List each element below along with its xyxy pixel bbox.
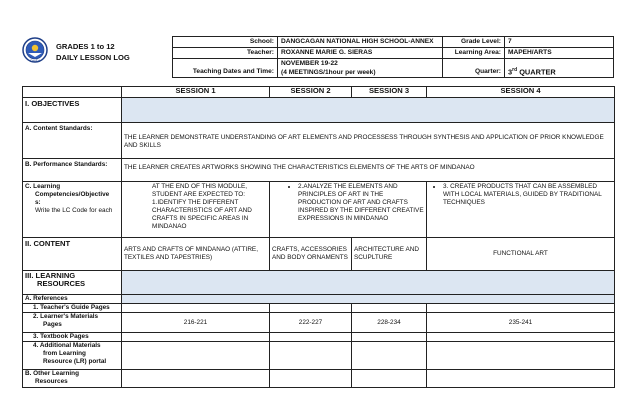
teacher-label: Teacher: (173, 48, 278, 59)
learning-area-value: MAPEH/ARTS (505, 48, 614, 59)
other-resources-label (23, 370, 122, 388)
or-session-2 (270, 370, 352, 388)
content-session-3: ARCHITECTURE AND SCUPLTURE (352, 238, 427, 271)
teaching-dates-value (278, 59, 443, 78)
session-2-header: SESSION 2 (270, 87, 352, 98)
lm-pages-session-1: 216-221 (122, 313, 270, 333)
competencies-line-4: Write the LC Code for each (35, 207, 113, 214)
school-value: DANGCAGAN NATIONAL HIGH SCHOOL-ANNEX (278, 37, 443, 48)
competencies-label (23, 182, 122, 238)
quarter-value (505, 59, 614, 78)
lm-pages-session-3: 228-234 (352, 313, 427, 333)
tg-session-4 (427, 304, 615, 313)
grade-level-value: 7 (505, 37, 614, 48)
competency-session-2 (270, 182, 427, 238)
other-line-1: B. Other Learning (25, 370, 79, 377)
lesson-log-title (56, 41, 130, 63)
lm-pages-session-2: 222-227 (270, 313, 352, 333)
am-session-2 (270, 342, 352, 370)
am-session-3 (352, 342, 427, 370)
deped-seal-icon (22, 37, 48, 63)
resources-heading-line-1: III. LEARNING (25, 271, 76, 280)
tb-session-3 (352, 333, 427, 342)
content-standards-label: A. Content Standards: (23, 123, 122, 159)
title-line-dll: DAILY LESSON LOG (56, 53, 130, 62)
svg-text:DepEd: DepEd (30, 58, 40, 63)
additional-line-3: Resource (LR) portal (43, 358, 107, 365)
lm-pages-session-4: 235-241 (427, 313, 615, 333)
tg-session-2 (270, 304, 352, 313)
session-header-blank (23, 87, 122, 98)
header-info-table (172, 36, 614, 78)
teaching-meetings: (4 MEETINGS/1hour per week) (281, 69, 376, 76)
teaching-dates-label: Teaching Dates and Time: (173, 59, 278, 78)
session-1-header: SESSION 1 (122, 87, 270, 98)
content-standards-text: THE LEARNER DEMONSTRATE UNDERSTANDING OF ART ELEMENTS AND PROCESSESS THROUGH SYNTHESIS AND APPLICATION OF PRIOR KNOWLEDGE AND SKILLS (122, 123, 615, 159)
content-session-4: FUNCTIONAL ART (427, 238, 615, 271)
school-label: School: (173, 37, 278, 48)
competencies-line-1: C. Learning (25, 183, 61, 190)
session-3-header: SESSION 3 (352, 87, 427, 98)
resources-fill (122, 271, 615, 295)
additional-line-1: 4. Additional Materials (33, 342, 101, 349)
quarter-number: 3 (508, 67, 513, 76)
learners-materials-line-2: Pages (43, 321, 62, 328)
objectives-fill (122, 98, 615, 123)
additional-line-2: from Learning (43, 350, 86, 357)
am-session-4 (427, 342, 615, 370)
learning-area-label: Learning Area: (443, 48, 505, 59)
grade-level-label: Grade Level: (443, 37, 505, 48)
or-session-4 (427, 370, 615, 388)
competency-session-1: AT THE END OF THIS MODULE, STUDENT ARE EXPECTED TO: 1.IDENTIFY THE DIFFERENT CHARACTERISTICS OF ART AND CRAFTS IN SPECIFIC AREAS IN MINDANAO (122, 182, 270, 238)
session-4-header: SESSION 4 (427, 87, 615, 98)
header-left (22, 36, 172, 76)
content-session-2: CRAFTS, ACCESSORIES AND BODY ORNAMENTS (270, 238, 352, 271)
resources-heading-line-2: RESOURCES (37, 279, 86, 288)
competency-session-3-4-item: • 3. CREATE PRODUCTS THAT CAN BE ASSEMBLED WITH LOCAL MATERIALS, GUIDED BY TRADITIONAL TECHNIQUES (443, 183, 612, 207)
learners-materials-label (23, 313, 122, 333)
quarter-suffix: rd (512, 66, 518, 73)
content-session-1: ARTS AND CRAFTS OF MINDANAO (ATTIRE, TEXTILES AND TAPESTRIES) (122, 238, 270, 271)
teaching-dates: NOVEMBER 19-22 (281, 60, 338, 67)
references-fill (122, 295, 615, 304)
tg-session-3 (352, 304, 427, 313)
tb-session-4 (427, 333, 615, 342)
or-session-3 (352, 370, 427, 388)
performance-standards-label: B. Performance Standards: (23, 159, 122, 182)
textbook-label: 3. Textbook Pages (23, 333, 122, 342)
resources-heading (23, 271, 122, 295)
competencies-line-2: Competencies/Objective (35, 191, 110, 198)
objectives-heading: I. OBJECTIVES (23, 98, 122, 123)
performance-standards-text: THE LEARNER CREATES ARTWORKS SHOWING THE CHARACTERISTICS ELEMENTS OF THE ARTS OF MINDANAO (122, 159, 615, 182)
other-line-2: Resources (35, 378, 68, 385)
am-session-1 (122, 342, 270, 370)
lesson-log-table (22, 86, 615, 388)
teacher-value: ROXANNE MARIE G. SIERAS (278, 48, 443, 59)
quarter-label: Quarter: (443, 59, 505, 78)
tg-session-1 (122, 304, 270, 313)
competency-session-3-4 (427, 182, 615, 238)
tb-session-1 (122, 333, 270, 342)
or-session-1 (122, 370, 270, 388)
title-line-grades: GRADES 1 to 12 (56, 42, 115, 51)
tb-session-2 (270, 333, 352, 342)
additional-materials-label (23, 342, 122, 370)
competencies-line-3: s: (35, 199, 41, 206)
references-label: A. References (23, 295, 122, 304)
competency-session-2-item: • 2.ANALYZE THE ELEMENTS AND PRINCIPLES OF ART IN THE PRODUCTION OF ART AND CRAFTS INSPIRED BY THE DIFFERENT CREATIVE EXPRESSIONS IN MINDANAO (298, 183, 424, 223)
teachers-guide-label: 1. Teacher's Guide Pages (23, 304, 122, 313)
learners-materials-line-1: 2. Learner's Materials (33, 313, 99, 320)
content-heading: II. CONTENT (23, 238, 122, 271)
quarter-word: QUARTER (519, 67, 556, 76)
